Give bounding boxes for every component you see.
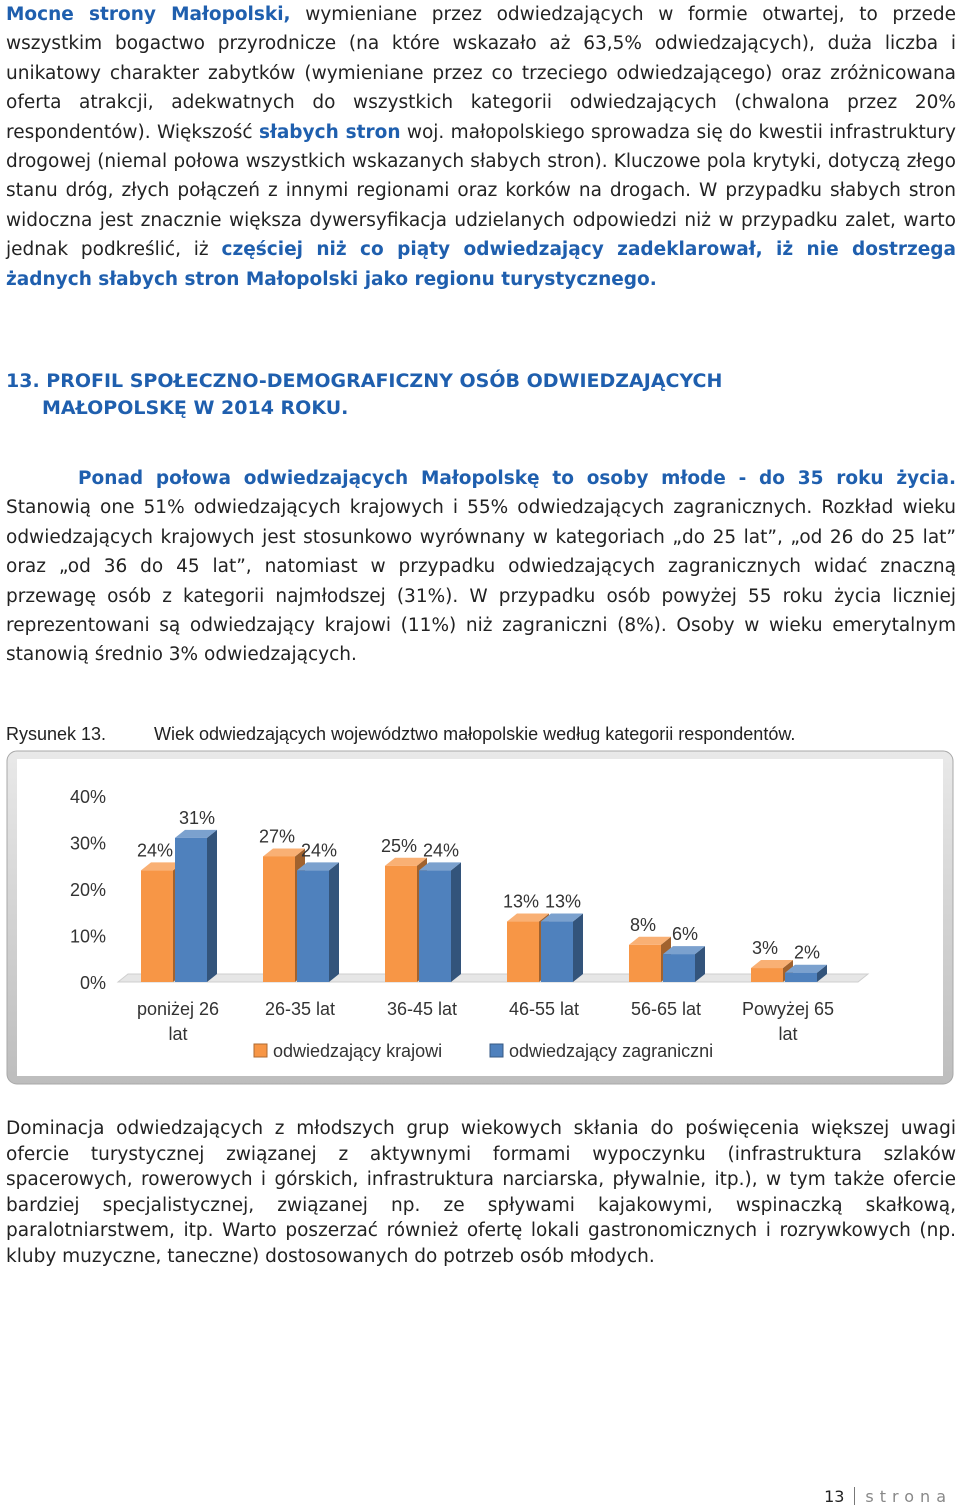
x-tick-label: 26-35 lat xyxy=(264,999,336,1019)
x-tick-label: lat xyxy=(168,1024,188,1044)
footer-word: strona xyxy=(865,1487,952,1506)
weak-points-emphasis: słabych stron xyxy=(258,121,401,143)
data-label: 31% xyxy=(178,807,216,828)
figure-caption-text: Wiek odwiedzających województwo małopolskie według kategorii respondentów. xyxy=(154,724,796,744)
x-tick-label: Powyżej 65 xyxy=(741,999,835,1019)
bar xyxy=(297,870,329,982)
x-tick-label: lat xyxy=(778,1024,798,1044)
data-label: 8% xyxy=(629,914,657,935)
section-heading-line2: MAŁOPOLSKĘ W 2014 ROKU. xyxy=(42,397,349,419)
section-heading-line1: 13. PROFIL SPOŁECZNO-DEMOGRAFICZNY OSÓB ODWIEDZAJĄCYCH xyxy=(6,370,723,392)
data-label: 13% xyxy=(502,891,540,912)
data-label: 27% xyxy=(258,826,296,847)
figure-caption-label: Rysunek 13. xyxy=(6,724,107,744)
page-footer xyxy=(824,1487,952,1506)
x-tick-label: poniżej 26 xyxy=(136,999,220,1019)
data-label: 6% xyxy=(671,924,699,945)
x-tick-label: 36-45 lat xyxy=(386,999,458,1019)
data-label: 24% xyxy=(300,840,338,861)
data-label: 3% xyxy=(751,938,779,959)
bar xyxy=(385,866,417,982)
bar xyxy=(785,973,817,982)
y-tick-label: 10% xyxy=(69,926,106,947)
legend-swatch xyxy=(490,1044,503,1057)
data-label: 24% xyxy=(422,840,460,861)
bar xyxy=(419,870,451,982)
no-weak-points-emphasis: częściej niż co piąty odwiedzający zadeklarował, iż nie dostrzega żadnych słabych stron Małopolski jako regionu turystycznego. xyxy=(6,239,956,290)
section-heading xyxy=(6,368,956,422)
bar xyxy=(175,838,207,982)
data-label: 2% xyxy=(793,942,821,963)
y-tick-label: 30% xyxy=(69,833,106,854)
x-tick-label: 46-55 lat xyxy=(508,999,580,1019)
data-label: 25% xyxy=(380,835,418,856)
bar-side xyxy=(207,830,217,982)
legend-label: odwiedzający krajowi xyxy=(273,1041,443,1061)
x-tick-label: 56-65 lat xyxy=(630,999,702,1019)
bar-side xyxy=(573,914,583,982)
y-tick-label: 40% xyxy=(69,787,106,807)
bar xyxy=(263,856,295,982)
paragraph-age-profile-text: Stanowią one 51% odwiedzających krajowych i 55% odwiedzających zagranicznych. Rozkład wieku odwiedzających krajowych jest stosunkowo wyrównany w kategoriach „do 25 lat”, „od 26 do 25 lat” oraz „od 36 do 45 lat”, natomiast w przypadku odwiedzających zagranicznych widać znaczną przewagę osób z kategorii najmłodszej (31%). W przypadku osób powyżej 55 roku życia liczniej reprezentowani są odwiedzający krajowi (11%) niż zagraniczni (8%). Osoby w wieku emerytalnym stanowią średnio 3% odwiedzających. xyxy=(6,497,956,666)
paragraph-age-profile xyxy=(6,464,956,670)
age-bar-chart xyxy=(6,750,956,1085)
paragraph-young-visitors: Dominacja odwiedzających z młodszych grup wiekowych skłania do poświęcenia większej uwagi ofercie turystycznej związanej z aktywnymi formami wypoczynku (infrastruktura szlaków spacerowych, rowerowych i górskich, infrastruktura narciarska, pływalnie, itp.), w tym także ofercie bardziej specjalistycznej, związanej np. ze spływami kajakowymi, wspinaczką skałkową, paralotniarstwem, itp. Warto poszerzać również ofertę lokali gastronomicznych i rozrywkowych (np. kluby muzyczne, taneczne) dostosowanych do potrzeb osób młodych. xyxy=(6,1118,956,1267)
bar xyxy=(629,945,661,982)
paragraph-strengths-lead: Mocne strony Małopolski, xyxy=(6,4,291,25)
bar-side xyxy=(451,862,461,982)
paragraph-strengths xyxy=(6,0,956,294)
y-tick-label: 20% xyxy=(69,880,106,900)
bar xyxy=(751,968,783,982)
paragraph-strengths-text-a: wymieniane przez odwiedzających w formie otwartej, to przede wszystkim bogactwo przyrodnicze (na które wskazało aż 63,5% odwiedzających), duża liczba i unikatowy charakter zabytków (wymieniane przez co trzeciego odwiedzającego) oraz zróżnicowana oferta atrakcji, adekwatnych do wszystkich kategorii odwiedzających (chwalona przez 20% respondentów). Większość xyxy=(6,4,956,143)
legend-swatch xyxy=(254,1044,267,1057)
legend-label: odwiedzający zagraniczni xyxy=(509,1041,714,1061)
page-number: 13 xyxy=(824,1487,845,1506)
paragraph-strengths-text-b: woj. małopolskiego sprowadza się do kwestii infrastruktury drogowej (niemal połowa wszystkich wskazanych słabych stron). Kluczowe pola krytyki, dotyczą złego stanu dróg, złych połączeń z innymi regionami oraz korków na drogach. W przypadku słabych stron widoczna jest znacznie większa dywersyfikacja udzielanych odpowiedzi niż w przypadku zalet, warto jednak podkreślić, iż xyxy=(6,121,956,261)
bar xyxy=(663,954,695,982)
bar xyxy=(541,922,573,982)
paragraph-age-profile-lead: Ponad połowa odwiedzających Małopolskę to osoby młode - do 35 roku życia. xyxy=(78,468,956,489)
y-tick-label: 0% xyxy=(79,973,106,993)
bar xyxy=(507,922,539,982)
bar-side xyxy=(329,862,339,982)
data-label: 13% xyxy=(544,891,582,912)
figure-caption xyxy=(6,724,956,745)
age-chart-container xyxy=(6,750,956,1085)
footer-separator xyxy=(854,1487,855,1505)
data-label: 24% xyxy=(136,840,174,861)
bar xyxy=(141,870,173,982)
